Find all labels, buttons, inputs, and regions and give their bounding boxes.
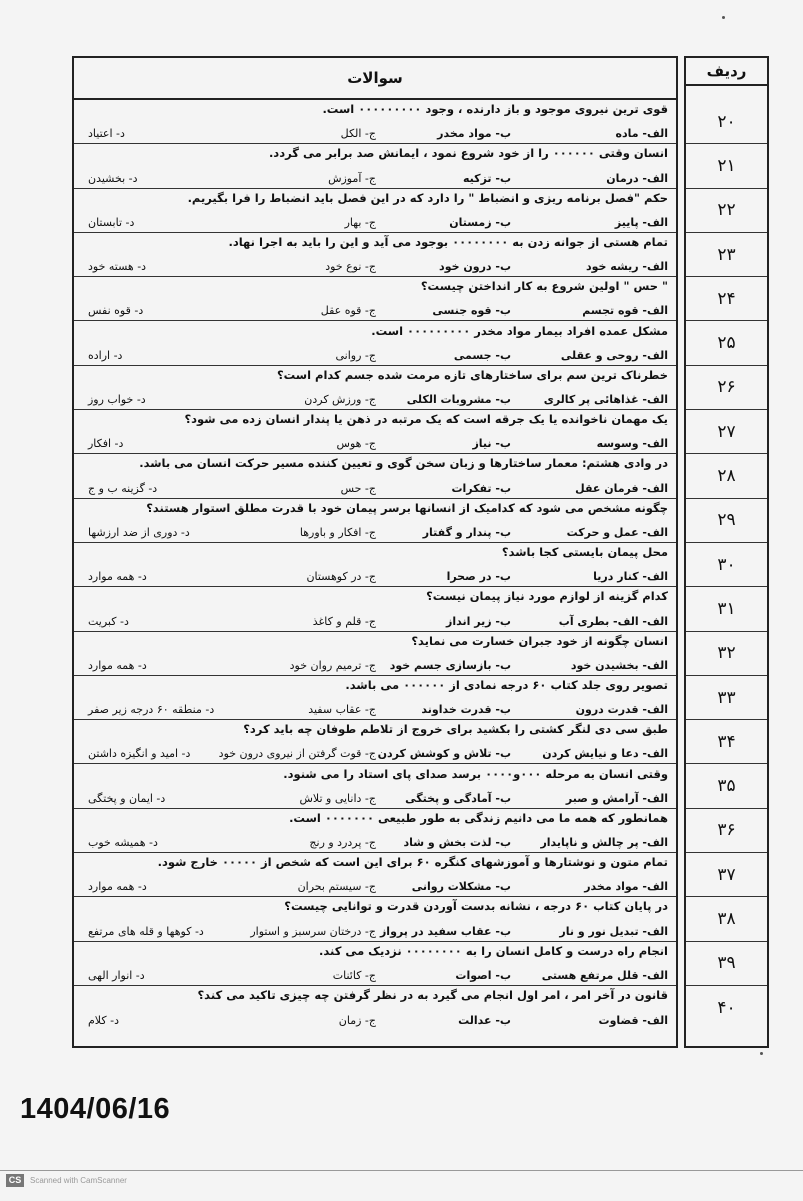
option-a: الف- وسوسه bbox=[596, 437, 668, 451]
row-number: ۲۶ bbox=[686, 366, 767, 410]
row-number: ۲۴ bbox=[686, 277, 767, 321]
option-c: ج- دانایی و تلاش bbox=[299, 791, 376, 805]
option-b: ب- قدرت خداوند bbox=[421, 703, 511, 717]
question-text: " حس " اولین شروع به کار انداختن چیست؟ bbox=[420, 279, 668, 294]
option-b: ب- پندار و گفتار bbox=[422, 525, 511, 539]
option-b: ب- اصوات bbox=[455, 968, 511, 982]
question-text: حکم "فصل برنامه ریزی و انضباط " را دارد که در این فصل باید انضباط را فرا بگیریم. bbox=[187, 190, 668, 205]
option-a: الف- دعا و نیایش کردن bbox=[542, 747, 668, 761]
option-c: ج- کائنات bbox=[332, 968, 376, 982]
option-d: د- همیشه خوب bbox=[88, 836, 158, 850]
exam-table bbox=[72, 56, 769, 1048]
option-b: ب- عدالت bbox=[458, 1014, 511, 1028]
option-d: د- افکار bbox=[88, 437, 124, 451]
option-a: الف- قلل مرتفع هستی bbox=[541, 968, 668, 982]
row-number: ۴۰ bbox=[717, 998, 736, 1019]
option-c: ج- افکار و باورها bbox=[299, 525, 376, 539]
question-row bbox=[74, 410, 676, 454]
question-text: مشکل عمده افراد بیمار مواد مخدر ۰۰۰۰۰۰۰۰۰ است. bbox=[371, 323, 668, 338]
option-c: ج- درختان سرسبز و استوار bbox=[250, 924, 376, 938]
option-a: الف- الف- بطری آب bbox=[558, 614, 668, 628]
question-text: تمام هستی از جوانه زدن به ۰۰۰۰۰۰۰۰ بوجود می آید و این را باید به اجرا نهاد. bbox=[228, 234, 668, 249]
option-a: الف- قدرت درون bbox=[575, 703, 668, 717]
row-number: ۳۲ bbox=[686, 632, 767, 676]
scan-speck bbox=[722, 16, 725, 19]
option-b: ب- زیر انداز bbox=[446, 614, 511, 628]
question-row bbox=[74, 322, 676, 366]
question-text: قوی ترین نیروی موجود و باز دارنده ، وجود ۰۰۰۰۰۰۰۰۰ است. bbox=[322, 102, 668, 116]
question-text: یک مهمان ناخوانده یا یک جرقه است که یک مرتبه در ذهن یا پندار انسان زده می شود؟ bbox=[184, 412, 668, 427]
option-c: ج- پردرد و رنج bbox=[309, 836, 376, 850]
option-c: ج- روانی bbox=[335, 348, 376, 362]
questions-header: سوالات bbox=[74, 58, 676, 100]
question-row bbox=[74, 676, 676, 720]
option-a: الف- پر چالش و ناپایدار bbox=[540, 836, 668, 850]
option-d: د- کلام bbox=[88, 1014, 119, 1028]
option-d: د- دوری از ضد ارزشها bbox=[88, 525, 190, 539]
option-b: ب- لذت بخش و شاد bbox=[403, 836, 511, 850]
row-header: ردیف bbox=[686, 58, 767, 86]
option-b: ب- آمادگی و پختگی bbox=[405, 791, 511, 805]
question-row bbox=[74, 233, 676, 277]
option-a: الف- تبدیل نور و نار bbox=[559, 924, 668, 938]
option-b: ب- نیاز bbox=[472, 437, 511, 451]
question-row bbox=[74, 366, 676, 410]
option-d: د- هسته خود bbox=[88, 260, 147, 274]
question-text: طبق سی دی لنگر کشتی را بکشید برای خروج از تلاطم طوفان چه باید کرد؟ bbox=[243, 722, 668, 737]
option-b: ب- در صحرا bbox=[446, 570, 511, 584]
question-row bbox=[74, 897, 676, 941]
option-b: ب- عقاب سفید در پرواز bbox=[379, 924, 511, 938]
option-d: د- قوه نفس bbox=[88, 304, 144, 318]
option-d: د- تابستان bbox=[88, 215, 135, 229]
option-b: ب- تفکرات bbox=[451, 481, 511, 495]
option-b: ب- مواد مخدر bbox=[437, 127, 511, 141]
question-row bbox=[74, 720, 676, 764]
row-number-column bbox=[684, 56, 769, 1048]
option-c: ج- ورزش کردن bbox=[304, 393, 376, 407]
row-number: ۳۹ bbox=[686, 942, 767, 986]
question-row bbox=[74, 853, 676, 897]
row-number: ۳۷ bbox=[686, 853, 767, 897]
camscanner-watermark: Scanned with CamScanner bbox=[30, 1176, 127, 1185]
question-text: کدام گزینه از لوازم مورد نیاز پیمان نیست؟ bbox=[426, 589, 668, 604]
question-text: تمام متون و نوشتارها و آموزشهای کنگره ۶۰ برای این است که شخص از ۰۰۰۰۰ خارج شود. bbox=[157, 855, 668, 870]
row-number: ۲۷ bbox=[686, 410, 767, 454]
option-a: الف- روحی و عقلی bbox=[560, 348, 668, 362]
option-a: الف- پاییز bbox=[614, 215, 668, 229]
option-d: د- امید و انگیزه داشتن bbox=[88, 747, 191, 761]
questions-column bbox=[72, 56, 678, 1048]
option-b: ب- تلاش و کوشش کردن bbox=[377, 747, 511, 761]
option-d: د- ایمان و پختگی bbox=[88, 791, 166, 805]
option-b: ب- قوه جنسی bbox=[432, 304, 511, 318]
exam-date: 1404/06/16 bbox=[20, 1093, 171, 1125]
row-number: ۳۵ bbox=[686, 765, 767, 809]
question-text: وقتی انسان به مرحله ۰۰۰و۰۰۰۰ برسد صدای پای استاد را می شنود. bbox=[283, 766, 668, 781]
option-c: ج- نوع خود bbox=[325, 260, 376, 274]
question-row bbox=[74, 499, 676, 543]
option-a: الف- قوه تجسم bbox=[582, 304, 668, 318]
scanner-footer bbox=[0, 1170, 803, 1201]
row-number: ۳۴ bbox=[686, 720, 767, 764]
row-number: ۲۹ bbox=[686, 499, 767, 543]
question-row bbox=[74, 587, 676, 631]
option-a: الف- ریشه خود bbox=[585, 260, 668, 274]
option-c: ج- حس bbox=[340, 481, 376, 495]
option-a: الف- عمل و حرکت bbox=[566, 525, 668, 539]
question-row bbox=[74, 454, 676, 498]
option-d: د- گزینه ب و ج bbox=[88, 481, 158, 495]
option-c: ج- قلم و کاغذ bbox=[312, 614, 376, 628]
question-row bbox=[74, 100, 676, 144]
question-text: در پایان کتاب ۶۰ درجه ، نشانه بدست آوردن قدرت و توانایی چیست؟ bbox=[284, 899, 668, 914]
question-row bbox=[74, 986, 676, 1030]
camscanner-logo: CS bbox=[6, 1174, 24, 1187]
row-number: ۲۵ bbox=[686, 322, 767, 366]
option-c: ج- الکل bbox=[340, 127, 376, 141]
row-number: ۳۸ bbox=[686, 897, 767, 941]
option-d: د- خواب روز bbox=[88, 393, 146, 407]
option-b: ب- مشروبات الکلی bbox=[406, 393, 511, 407]
option-a: الف- درمان bbox=[606, 171, 668, 185]
option-d: د- منطقه ۶۰ درجه زیر صفر bbox=[88, 703, 215, 717]
option-c: ج- قوت گرفتن از نیروی درون خود bbox=[218, 747, 376, 761]
scan-speck bbox=[760, 1052, 763, 1055]
question-row bbox=[74, 765, 676, 809]
row-number: ۳۶ bbox=[686, 809, 767, 853]
question-text: انسان چگونه از خود جبران خسارت می نماید؟ bbox=[411, 633, 668, 648]
question-row bbox=[74, 809, 676, 853]
question-text: محل پیمان بایستی کجا باشد؟ bbox=[501, 545, 668, 559]
option-d: د- اعتیاد bbox=[88, 127, 125, 141]
option-b: ب- جسمی bbox=[453, 348, 511, 362]
option-a: الف- قضاوت bbox=[598, 1014, 668, 1028]
option-b: ب- درون خود bbox=[439, 260, 511, 274]
row-number: ۳۳ bbox=[686, 676, 767, 720]
question-row bbox=[74, 942, 676, 986]
option-a: الف- کنار دریا bbox=[593, 570, 668, 584]
option-a: الف- غذاهائی پر کالری bbox=[543, 393, 668, 407]
option-a: الف- آرامش و صبر bbox=[565, 791, 668, 805]
row-number: ۳۱ bbox=[686, 587, 767, 631]
option-c: ج- در کوهستان bbox=[306, 570, 376, 584]
question-row bbox=[74, 144, 676, 188]
option-c: ج- بهار bbox=[344, 215, 376, 229]
question-row bbox=[74, 277, 676, 321]
option-b: ب- تزکیه bbox=[463, 171, 511, 185]
option-c: ج- سیستم بحران bbox=[297, 880, 376, 894]
question-text: چگونه مشخص می شود که کدامیک از انسانها برسر پیمان خود با قدرت مطلق استوار هستند؟ bbox=[146, 500, 668, 515]
option-b: ب- بازسازی جسم خود bbox=[389, 658, 511, 672]
option-d: د- انوار الهی bbox=[88, 968, 145, 982]
question-text: تصویر روی جلد کتاب ۶۰ درجه نمادی از ۰۰۰۰۰۰ می باشد. bbox=[345, 677, 668, 692]
option-c: ج- زمان bbox=[338, 1014, 376, 1028]
row-number: ۲۳ bbox=[686, 233, 767, 277]
option-d: د- کوهها و قله های مرتفع bbox=[88, 924, 204, 938]
option-c: ج- قوه عقل bbox=[320, 304, 376, 318]
option-c: ج- هوس bbox=[336, 437, 376, 451]
option-d: د- همه موارد bbox=[88, 880, 147, 894]
question-text: در وادی هشتم: معمار ساختارها و زبان سخن گوی و تعیین کننده مسیر حرکت انسان می باشد. bbox=[139, 456, 668, 471]
option-d: د- همه موارد bbox=[88, 570, 147, 584]
question-row bbox=[74, 543, 676, 587]
option-a: الف- مواد مخدر bbox=[584, 880, 668, 894]
row-number: ۲۸ bbox=[686, 454, 767, 498]
question-text: قانون در آخر امر ، امر اول انجام می گیرد به در نظر گرفتن چه چیزی تاکید می کند؟ bbox=[197, 988, 668, 1002]
question-text: خطرناک ترین سم برای ساختارهای تازه مرمت شده جسم کدام است؟ bbox=[276, 367, 668, 382]
option-b: ب- زمستان bbox=[449, 215, 511, 229]
question-row bbox=[74, 632, 676, 676]
option-d: د- همه موارد bbox=[88, 658, 147, 672]
option-a: الف- ماده bbox=[615, 127, 668, 141]
option-d: د- کبریت bbox=[88, 614, 129, 628]
option-a: الف- بخشیدن خود bbox=[570, 658, 668, 672]
question-row bbox=[74, 189, 676, 233]
option-a: الف- فرمان عقل bbox=[575, 481, 668, 495]
option-c: ج- ترمیم روان خود bbox=[289, 658, 376, 672]
option-c: ج- عقاب سفید bbox=[308, 703, 376, 717]
row-number: ۳۰ bbox=[686, 543, 767, 587]
option-b: ب- مشکلات روانی bbox=[411, 880, 511, 894]
option-c: ج- آموزش bbox=[328, 171, 376, 185]
row-number: ۲۲ bbox=[686, 189, 767, 233]
row-number: ۲۱ bbox=[686, 144, 767, 188]
question-text: انجام راه درست و کامل انسان را به ۰۰۰۰۰۰۰۰ نزدیک می کند. bbox=[319, 943, 668, 958]
option-d: د- بخشیدن bbox=[88, 171, 138, 185]
question-text: همانطور که همه ما می دانیم زندگی به طور طبیعی ۰۰۰۰۰۰۰ است. bbox=[289, 810, 668, 825]
option-d: د- اراده bbox=[88, 348, 123, 362]
question-text: انسان وقتی ۰۰۰۰۰۰ را از خود شروع نمود ، ایمانش صد برابر می گردد. bbox=[268, 146, 668, 161]
row-number: ۲۰ bbox=[686, 100, 767, 144]
